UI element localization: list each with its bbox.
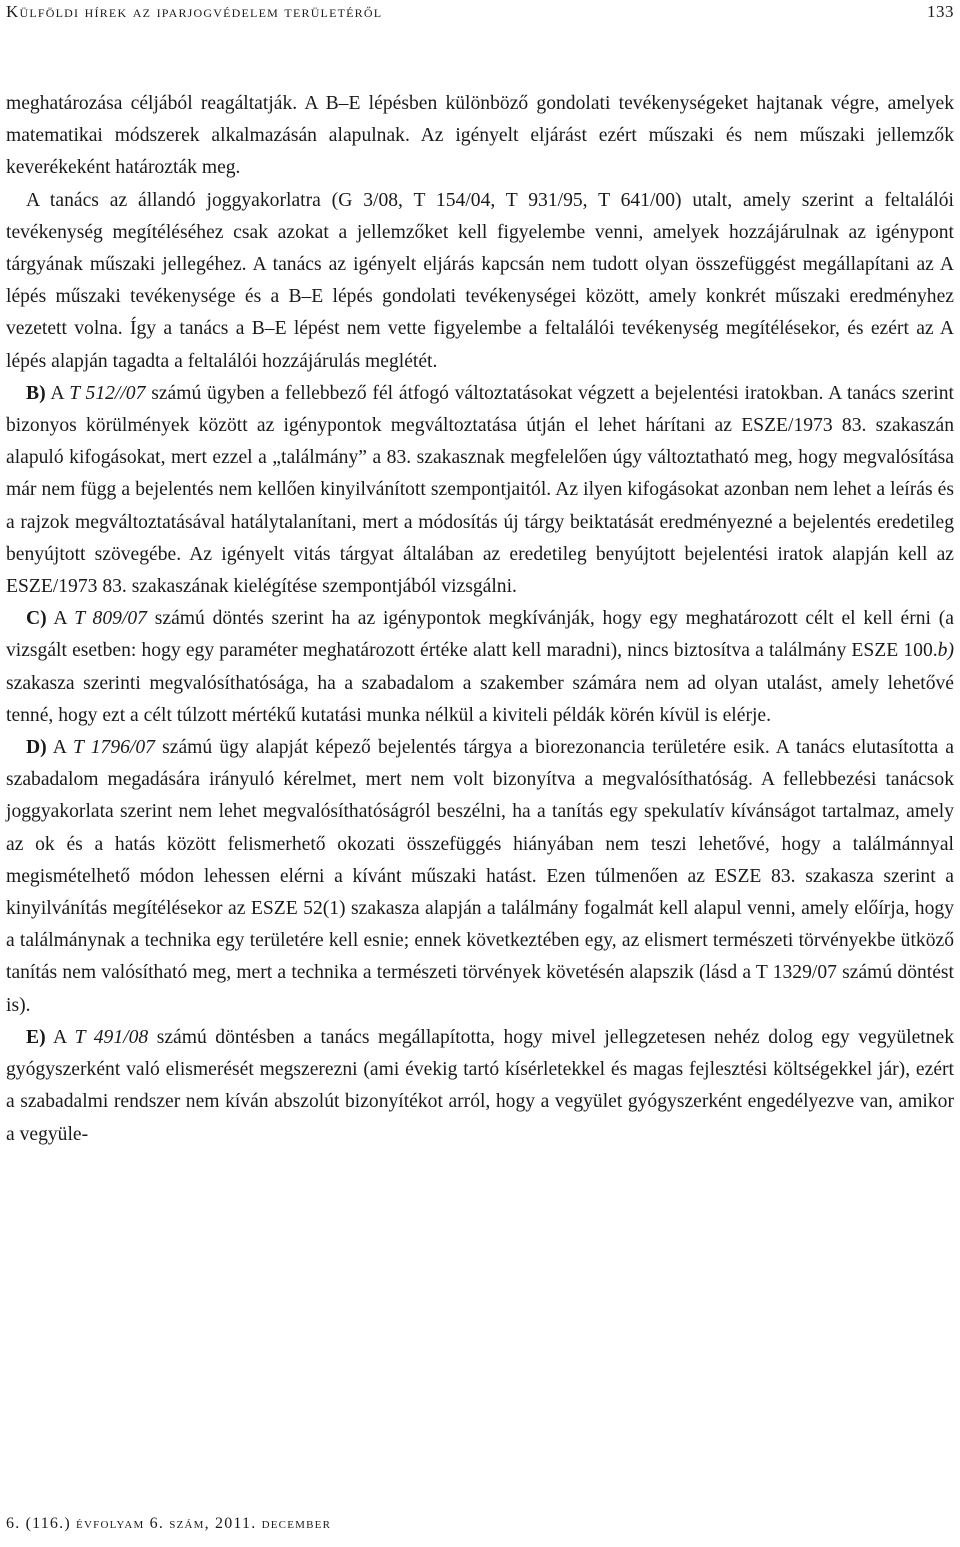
paragraph-b-text: számú ügyben a fellebbező fél átfogó változtatásokat végzett a bejelentési iratokban. A tanács szerint bizonyos körülmények között az igénypontok megváltoztatása útján el lehet hárítani az ESZE/1973 83. szakaszán alapuló kifogásokat, mert ezzel a „találmány” a 83. szakasznak megfelelően úgy változtatható meg, hogy megvalósítása már nem függ a bejelentés nem kellően kinyilvánított szempontjaitól. Az ilyen kifogásokat azonban nem lehet a leírás és a rajzok megváltoztatásával hatálytalanítani, mert a módosítás új tárgy beiktatását eredményezné a bejelentés eredetileg benyújtott szövegébe. Az igényelt vitás tárgyat általában az eredetileg benyújtott bejelentési iratok alapján kell az ESZE/1973 83. szakaszának kielégítése szempontjából vizsgálni. [6, 382, 954, 598]
case-number-c: T 809/07 [74, 608, 147, 630]
paragraph-case-law: A tanács az állandó joggyakorlatra (G 3/08, T 154/04, T 931/95, T 641/00) utalt, amely szerint a feltalálói tevékenység megítéléséhez csak azokat a jellemzőket kell figyelembe venni, amelyek hozzájárulnak az igénypont tárgyának műszaki jellegéhez. A tanács az igényelt eljárás kapcsán nem tudott olyan összefüggést megállapítani az A lépés műszaki tevékenysége és a B–E lépés gondolati tevékenységei között, amely konkrét műszaki eredményhez vezetett volna. Így a tanács a B–E lépést nem vette figyelembe a feltalálói tevékenység megítélésekor, és ezért az A lépés alapján tagadta a feltalálói hozzájárulás meglétét. [6, 189, 954, 372]
case-number-e: T 491/08 [74, 1026, 149, 1048]
paragraph-c-lead: A [53, 608, 75, 630]
subsection-ref-c: b) [937, 640, 954, 662]
paragraph-c-text: számú döntés szerint ha az igénypontok megkívánják, hogy egy meghatározott célt el kell érni (a vizsgált esetben: hogy egy paraméter meghatározott értéke alatt kell maradni), nincs biztosítva a találmány ESZE 100. [6, 608, 954, 662]
paragraph-c [6, 603, 954, 732]
paragraph-b-lead: A [50, 382, 70, 404]
page-number: 133 [927, 2, 954, 21]
running-header [6, 2, 954, 22]
paragraph-d-text: számú ügy alapját képező bejelentés tárgya a biorezonancia területére esik. A tanács elutasította a szabadalom megadására irányuló kérelmet, mert nem volt bizonyítva a megvalósíthatóság. A fellebbezési tanácsok joggyakorlata szerint nem lehet megvalósíthatóságról beszélni, ha a tanítás egy spekulatív kívánságot tartalmaz, amely az ok és a hatás között felismerhető okozati összefüggés hiányában nem teszi lehetővé, hogy a találmánnyal megismételhető módon lehessen elérni a kívánt műszaki hatást. Ezen túlmenően az ESZE 83. szakasza szerint a kinyilvánítás megítélésekor az ESZE 52(1) szakasza alapján a találmány fogalmát kell alapul venni, amely előírja, hogy a találmánynak a technika egy területére kell esnie; ennek következtében egy, az elismert természeti törvényekbe ütköző tanítás nem valósítható meg, mert a technika a természeti törvények követésén alapszik (lásd a T 1329/07 számú döntést is). [6, 737, 955, 1016]
issue-footer: 6. (116.) évfolyam 6. szám, 2011. december [6, 1515, 332, 1532]
paragraph-d [6, 732, 954, 1022]
paragraph-e-text: számú döntésben a tanács megállapította, hogy mivel jellegzetesen nehéz dolog egy vegyületnek gyógyszerként való elismerését megszerezni (ami évekig tartó kísérletekkel és magas fejlesztési költségekkel jár), ezért a szabadalmi rendszer nem kíván abszolút bizonyítékot arról, hogy a vegyület gyógyszerként engedélyezve van, amikor a vegyüle- [6, 1026, 955, 1145]
paragraph-e-lead: A [53, 1026, 75, 1048]
section-label-e: E) [26, 1026, 46, 1048]
section-label-b: B) [26, 382, 46, 404]
case-number-d: T 1796/07 [73, 737, 155, 759]
case-number-b: T 512//07 [69, 382, 146, 404]
paragraph-e [6, 1022, 954, 1151]
body-text [6, 88, 954, 1151]
running-title: Külföldi hírek az iparjogvédelem területéről [6, 2, 383, 21]
paragraph-continued: meghatározása céljából reagáltatják. A B–E lépésben különböző gondolati tevékenységeket hajtanak végre, amelyek matematikai módszerek alkalmazásán alapulnak. Az igényelt eljárást ezért műszaki és nem műszaki jellemzők keverékeként határozták meg. [6, 93, 954, 179]
paragraph-c-text-2: szakasza szerinti megvalósíthatósága, ha a szabadalom a szakember számára nem ad olyan utalást, amely lehetővé tenné, hogy ezt a célt túlzott mértékű kutatási munka nélkül a kiviteli példák körén kívül is elérje. [6, 672, 954, 726]
paragraph-b [6, 378, 954, 603]
paragraph-d-lead: A [52, 737, 74, 759]
section-label-c: C) [26, 608, 47, 630]
section-label-d: D) [26, 737, 47, 759]
